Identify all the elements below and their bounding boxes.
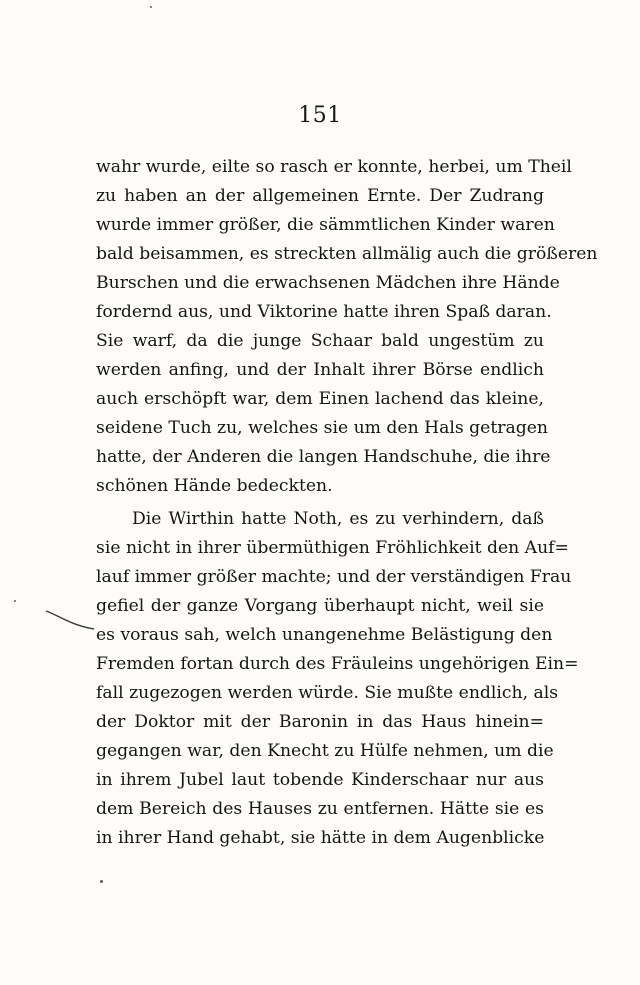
text-line: gegangen war, den Knecht zu Hülfe nehmen, um die [96,741,554,761]
text-line: Sie warf, da die junge Schaar bald ungestüm zu [96,331,544,351]
text-line: dem Bereich des Hauses zu entfernen. Hätte sie es [96,799,544,819]
text-line: der Doktor mit der Baronin in das Haus hinein= [96,712,544,732]
text-line: in ihrer Hand gehabt, sie hätte in dem Augenblicke [96,828,545,848]
text-line: seidene Tuch zu, welches sie um den Hals getragen [96,418,548,438]
ink-speck [100,880,103,883]
text-line: gefiel der ganze Vorgang überhaupt nicht, weil sie [96,596,544,616]
text-line: sie nicht in ihrer übermüthigen Fröhlichkeit den Auf= [96,538,569,558]
margin-pencil-mark [44,605,96,633]
page-number: 151 [298,103,342,128]
text-line: fall zugezogen werden würde. Sie mußte endlich, als [96,683,559,703]
text-line: schönen Hände bedeckten. [96,476,333,496]
text-line: Burschen und die erwachsenen Mädchen ihre Hände [96,273,560,293]
text-line: wahr wurde, eilte so rasch er konnte, herbei, um Theil [96,157,572,177]
text-line: Die Wirthin hatte Noth, es zu verhindern, daß [132,509,544,529]
text-line: werden anfing, und der Inhalt ihrer Börse endlich [96,360,544,380]
text-line: hatte, der Anderen die langen Handschuhe, die ihre [96,447,551,467]
ink-speck [14,600,16,602]
text-line: lauf immer größer machte; und der verständigen Frau [96,567,572,587]
text-line: zu haben an der allgemeinen Ernte. Der Zudrang [96,186,544,206]
text-line: in ihrem Jubel laut tobende Kinderschaar nur aus [96,770,544,790]
text-line: es voraus sah, welch unangenehme Belästigung den [96,625,553,645]
text-line: fordernd aus, und Viktorine hatte ihren Spaß daran. [96,302,552,322]
text-line: auch erschöpft war, dem Einen lachend das kleine, [96,389,544,409]
text-line: Fremden fortan durch des Fräuleins ungehörigen Ein= [96,654,579,674]
text-line: bald beisammen, es streckten allmälig auch die größeren [96,244,598,264]
text-line: wurde immer größer, die sämmtlichen Kinder waren [96,215,555,235]
ink-speck [150,6,152,8]
